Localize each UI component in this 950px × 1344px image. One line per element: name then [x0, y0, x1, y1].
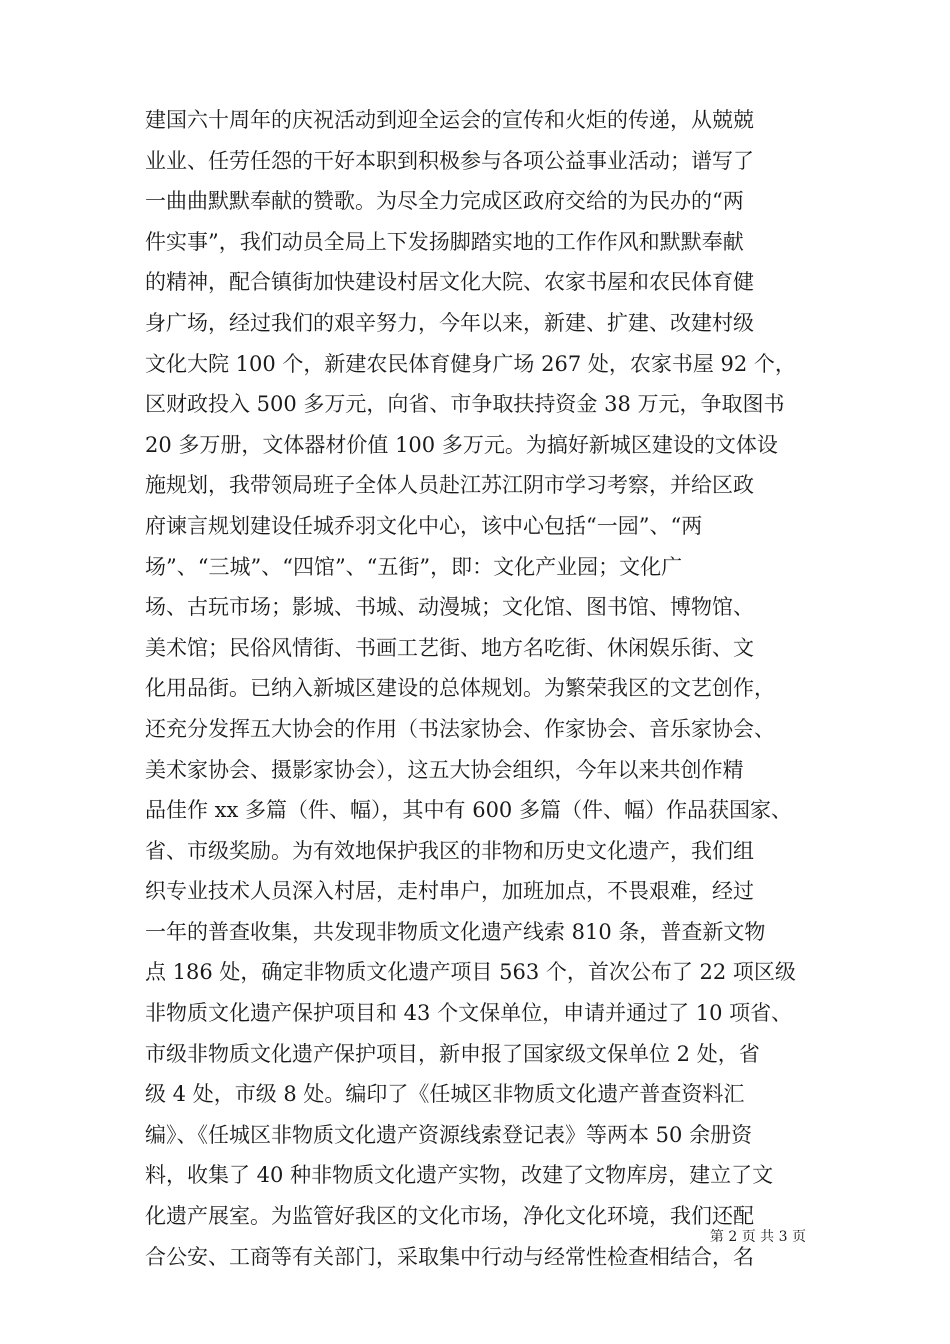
text-line: 合公安、工商等有关部门，采取集中行动与经常性检查相结合，名	[145, 1244, 754, 1269]
text-line: 省、市级奖励。为有效地保护我区的非物和历史文化遗产，我们组	[145, 838, 754, 863]
text-line: 美术家协会、摄影家协会），这五大协会组织，今年以来共创作精	[145, 757, 744, 782]
text-line: 化遗产展室。为监管好我区的文化市场，净化文化环境，我们还配	[145, 1204, 754, 1229]
text-line: 府谏言规划建设任城乔羽文化中心，该中心包括“一园”、“两	[145, 513, 703, 538]
text-line: 的精神，配合镇街加快建设村居文化大院、农家书屋和农民体育健	[145, 270, 754, 295]
text-line: 非物质文化遗产保护项目和 43 个文保单位，申请并通过了 10 项省、	[145, 1001, 793, 1026]
text-line: 场”、“三城”、“四馆”、“五街”，即：文化产业园；文化广	[145, 554, 683, 579]
text-line: 建国六十周年的庆祝活动到迎全运会的宣传和火炬的传递，从兢兢	[145, 108, 754, 132]
text-line: 身广场，经过我们的艰辛努力，今年以来，新建、扩建、改建村级	[145, 310, 754, 335]
text-line: 料，收集了 40 种非物质文化遗产实物，改建了文物库房，建立了文	[145, 1163, 774, 1188]
text-line: 件实事”，我们动员全局上下发扬脚踏实地的工作作风和默默奉献	[145, 229, 744, 254]
text-line: 品佳作 xx 多篇（件、幅），其中有 600 多篇（件、幅）作品获国家、	[145, 798, 792, 823]
text-line: 业业、任劳任怨的干好本职到积极参与各项公益事业活动；谱写了	[145, 148, 754, 173]
text-line: 编》、《任城区非物质文化遗产资源线索登记表》等两本 50 余册资	[145, 1122, 753, 1147]
text-line: 还充分发挥五大协会的作用（书法家协会、作家协会、音乐家协会、	[145, 716, 775, 741]
text-line: 美术馆；民俗风情街、书画工艺街、地方名吃街、休闲娱乐街、文	[145, 635, 754, 660]
text-line: 市级非物质文化遗产保护项目，新申报了国家级文保单位 2 处，省	[145, 1041, 760, 1066]
text-line: 化用品街。已纳入新城区建设的总体规划。为繁荣我区的文艺创作，	[145, 676, 775, 701]
page-number-footer: 第 2 页 共 3 页	[709, 1229, 806, 1245]
text-line: 织专业技术人员深入村居，走村串户，加班加点，不畏艰难，经过	[145, 879, 754, 904]
text-line: 点 186 处，确定非物质文化遗产项目 563 个，首次公布了 22 项区级	[145, 960, 796, 985]
text-line: 区财政投入 500 多万元，向省、市争取扶持资金 38 万元，争取图书	[145, 392, 785, 417]
text-line: 场、古玩市场；影城、书城、动漫城；文化馆、图书馆、博物馆、	[145, 595, 754, 620]
text-line: 级 4 处，市级 8 处。编印了《任城区非物质文化遗产普查资料汇	[145, 1082, 745, 1107]
text-line: 文化大院 100 个，新建农民体育健身广场 267 处，农家书屋 92 个，	[145, 351, 796, 376]
text-line: 一年的普查收集，共发现非物质文化遗产线索 810 条，普查新文物	[145, 919, 766, 944]
text-line: 施规划，我带领局班子全体人员赴江苏江阴市学习考察，并给区政	[145, 473, 754, 498]
body-paragraph	[145, 100, 810, 1277]
text-line: 一曲曲默默奉献的赞歌。为尽全力完成区政府交给的为民办的“两	[145, 189, 744, 214]
text-line: 20 多万册，文体器材价值 100 多万元。为搞好新城区建设的文体设	[145, 432, 778, 457]
